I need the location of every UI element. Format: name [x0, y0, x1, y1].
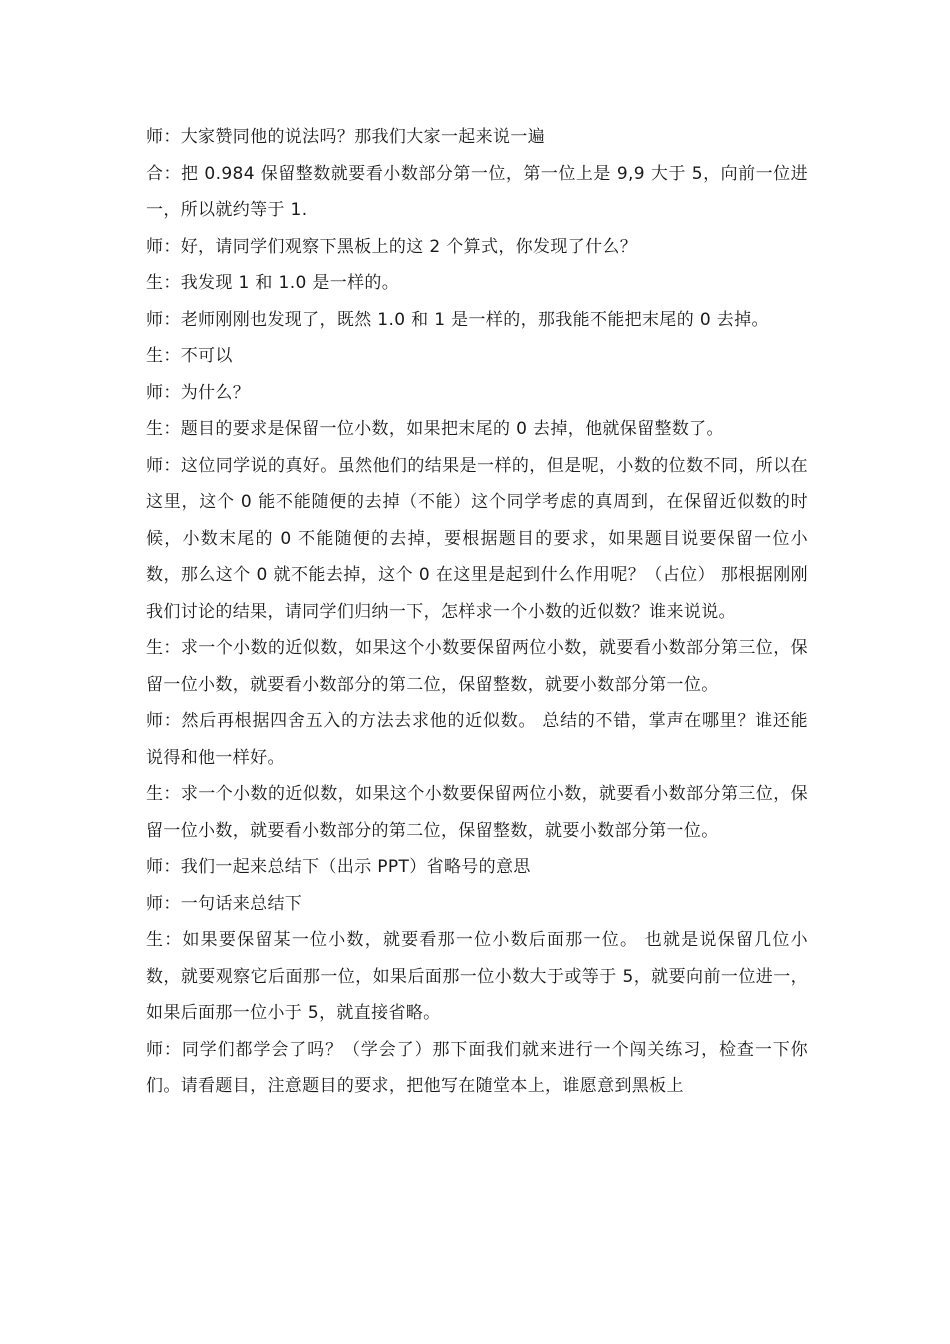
paragraph: 师：然后再根据四舍五入的方法去求他的近似数。 总结的不错，掌声在哪里？谁还能说得和他一样好。	[146, 711, 808, 768]
paragraph: 生：求一个小数的近似数，如果这个小数要保留两位小数，就要看小数部分第三位，保留一位小数，就要看小数部分的第二位，保留整数，就要小数部分第一位。	[146, 638, 808, 695]
paragraph: 合：把 0.984 保留整数就要看小数部分第一位，第一位上是 9,9 大于 5，向前一位进一，所以就约等于 1.	[146, 163, 808, 220]
document-body	[146, 119, 808, 1105]
paragraph: 生：题目的要求是保留一位小数，如果把末尾的 0 去掉，他就保留整数了。	[146, 419, 724, 439]
paragraph: 师：老师刚刚也发现了，既然 1.0 和 1 是一样的，那我能不能把末尾的 0 去掉。	[146, 309, 769, 330]
paragraph: 生：不可以	[146, 346, 233, 366]
paragraph: 师：大家赞同他的说法吗？那我们大家一起来说一遍	[146, 127, 546, 147]
paragraph: 师：这位同学说的真好。虽然他们的结果是一样的，但是呢，小数的位数不同，所以在这里，这个 0 能不能随便的去掉（不能）这个同学考虑的真周到，在保留近似数的时候，小数末尾的 0 不能随便的去掉，要根据题目的要求，如果题目说要保留一位小数，那么这个 0 就不能去掉，这个 0 在这里是起到什么作用呢？（占位） 那根据刚刚我们讨论的结果，请同学们归纳一下，怎样求一个小数的近似数？谁来说说。	[146, 455, 808, 622]
paragraph: 生：我发现 1 和 1.0 是一样的。	[146, 273, 400, 293]
paragraph: 师：同学们都学会了吗？（学会了）那下面我们就来进行一个闯关练习，检查一下你们。请看题目，注意题目的要求，把他写在随堂本上，谁愿意到黑板上	[146, 1039, 808, 1096]
paragraph: 生：如果要保留某一位小数，就要看那一位小数后面那一位。 也就是说保留几位小数，就要观察它后面那一位，如果后面那一位小数大于或等于 5，就要向前一位进一，如果后面那一位小于 5，就直接省略。	[146, 930, 808, 1023]
paragraph: 师：我们一起来总结下（出示 PPT）省略号的意思	[146, 857, 531, 877]
paragraph: 生：求一个小数的近似数，如果这个小数要保留两位小数，就要看小数部分第三位，保留一位小数，就要看小数部分的第二位，保留整数，就要小数部分第一位。	[146, 784, 808, 841]
paragraph: 师：为什么？	[146, 382, 251, 403]
paragraph: 师：好，请同学们观察下黑板上的这 2 个算式，你发现了什么？	[146, 236, 638, 257]
paragraph: 师：一句话来总结下	[146, 893, 303, 914]
